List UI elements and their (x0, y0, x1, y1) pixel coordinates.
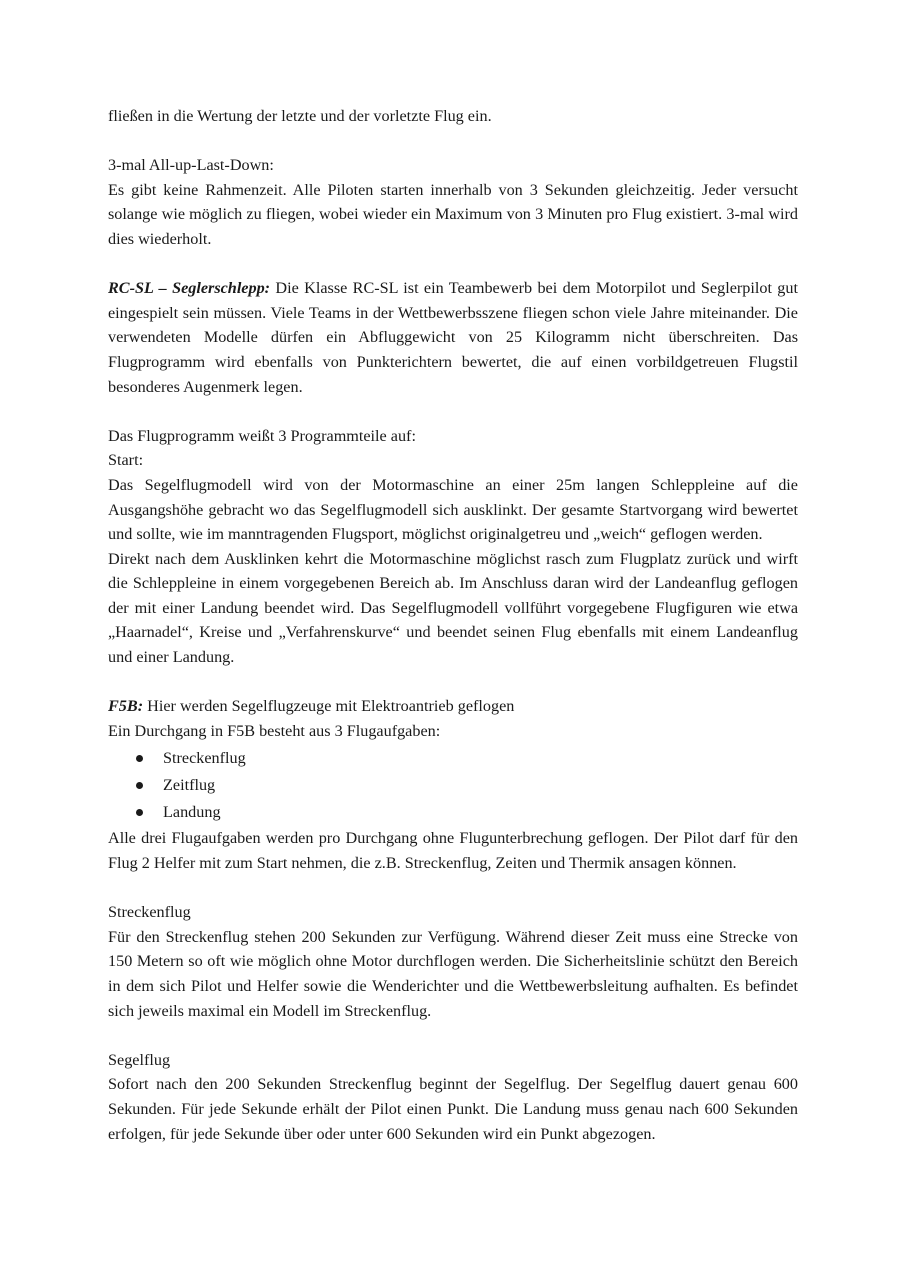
document-page (108, 104, 798, 1146)
segelflug-paragraph: Sofort nach den 200 Sekunden Streckenflug beginnt der Segelflug. Der Segelflug dauert genau 600 Sekunden. Für jede Sekunde erhält der Pilot einen Punkt. Die Landung muss genau nach 600 Sekunden erfolgen, für jede Sekunde über oder unter 600 Sekunden wird ein Punkt abgezogen. (108, 1075, 798, 1143)
list-item-text: Zeitflug (163, 776, 216, 795)
list-item (108, 745, 798, 772)
bullet-icon (136, 809, 143, 816)
segelflug-heading: Segelflug (108, 1050, 171, 1069)
program-intro: Das Flugprogramm weißt 3 Programmteile auf: (108, 426, 416, 445)
f5b-tasks-intro: Ein Durchgang in F5B besteht aus 3 Flugaufgaben: (108, 721, 441, 740)
spacer (108, 670, 798, 695)
streckenflug-heading: Streckenflug (108, 903, 191, 922)
all-up-paragraph: Es gibt keine Rahmenzeit. Alle Piloten starten innerhalb von 3 Sekunden gleichzeitig. Jeder versucht solange wie möglich zu fliegen, wobei wieder ein Maximum von 3 Minuten pro Flug existiert. 3-mal wird dies wiederholt. (108, 180, 798, 248)
bullet-icon (136, 755, 143, 762)
list-item (108, 799, 798, 826)
spacer (108, 129, 798, 154)
spacer (108, 399, 798, 424)
streckenflug-paragraph: Für den Streckenflug stehen 200 Sekunden zur Verfügung. Während dieser Zeit muss eine Strecke von 150 Metern so oft wie möglich ohne Motor durchflogen werden. Die Sicherheitslinie schützt den Bereich in dem sich Pilot und Helfer sowie die Wenderichter und die Wettbewerbsleitung aufhalten. Es befindet sich jeweils maximal ein Modell im Streckenflug. (108, 927, 798, 1020)
rc-sl-paragraph (108, 276, 798, 399)
f5b-label: F5B: (108, 697, 144, 716)
bullet-icon (136, 782, 143, 789)
rc-sl-label: RC-SL – Seglerschlepp: (108, 279, 271, 298)
start-label: Start: (108, 451, 144, 470)
list-item-text: Streckenflug (163, 749, 246, 768)
list-item-text: Landung (163, 803, 221, 822)
spacer (108, 1023, 798, 1048)
after-start-paragraph: Direkt nach dem Ausklinken kehrt die Motormaschine möglichst rasch zum Flugplatz zurück und wirft die Schleppleine in einem vorgegebenen Bereich ab. Im Anschluss daran wird der Landeanflug geflogen der mit einer Landung beendet wird. Das Segelflugmodell vollführt vorgegebene Flugfiguren wie etwa „Haarnadel“, Kreise und „Verfahrenskurve“ und beendet seinen Flug ebenfalls mit einem Landeanflug und einer Landung. (108, 549, 798, 667)
f5b-text: Hier werden Segelflugzeuge mit Elektroantrieb geflogen (143, 697, 515, 716)
f5b-paragraph (108, 694, 798, 719)
all-up-heading: 3-mal All-up-Last-Down: (108, 156, 274, 175)
spacer (108, 876, 798, 901)
f5b-tasks-outro: Alle drei Flugaufgaben werden pro Durchgang ohne Flugunterbrechung geflogen. Der Pilot darf für den Flug 2 Helfer mit zum Start nehmen, die z.B. Streckenflug, Zeiten und Thermik ansagen können. (108, 829, 798, 873)
rc-sl-text: Die Klasse RC-SL ist ein Teambewerb bei dem Motorpilot und Seglerpilot gut eingespielt sein müssen. Viele Teams in der Wettbewerbsszene fliegen schon viele Jahre miteinander. Die verwendeten Modelle dürfen ein Abfluggewicht von 25 Kilogramm nicht überschreiten. Das Flugprogramm wird ebenfalls von Punkterichtern bewertet, die auf einen vorbildgetreuen Flugstil besonderes Augenmerk legen. (108, 279, 798, 396)
f5b-task-list (108, 745, 798, 826)
list-item (108, 772, 798, 799)
spacer (108, 252, 798, 277)
start-paragraph: Das Segelflugmodell wird von der Motormaschine an einer 25m langen Schleppleine auf die Ausgangshöhe gebracht wo das Segelflugmodell sich ausklinkt. Der gesamte Startvorgang wird bewertet und sollte, wie im manntragenden Flugsport, möglichst originalgetreu und „weich“ geflogen werden. (108, 475, 798, 544)
intro-line: fließen in die Wertung der letzte und der vorletzte Flug ein. (108, 107, 492, 125)
